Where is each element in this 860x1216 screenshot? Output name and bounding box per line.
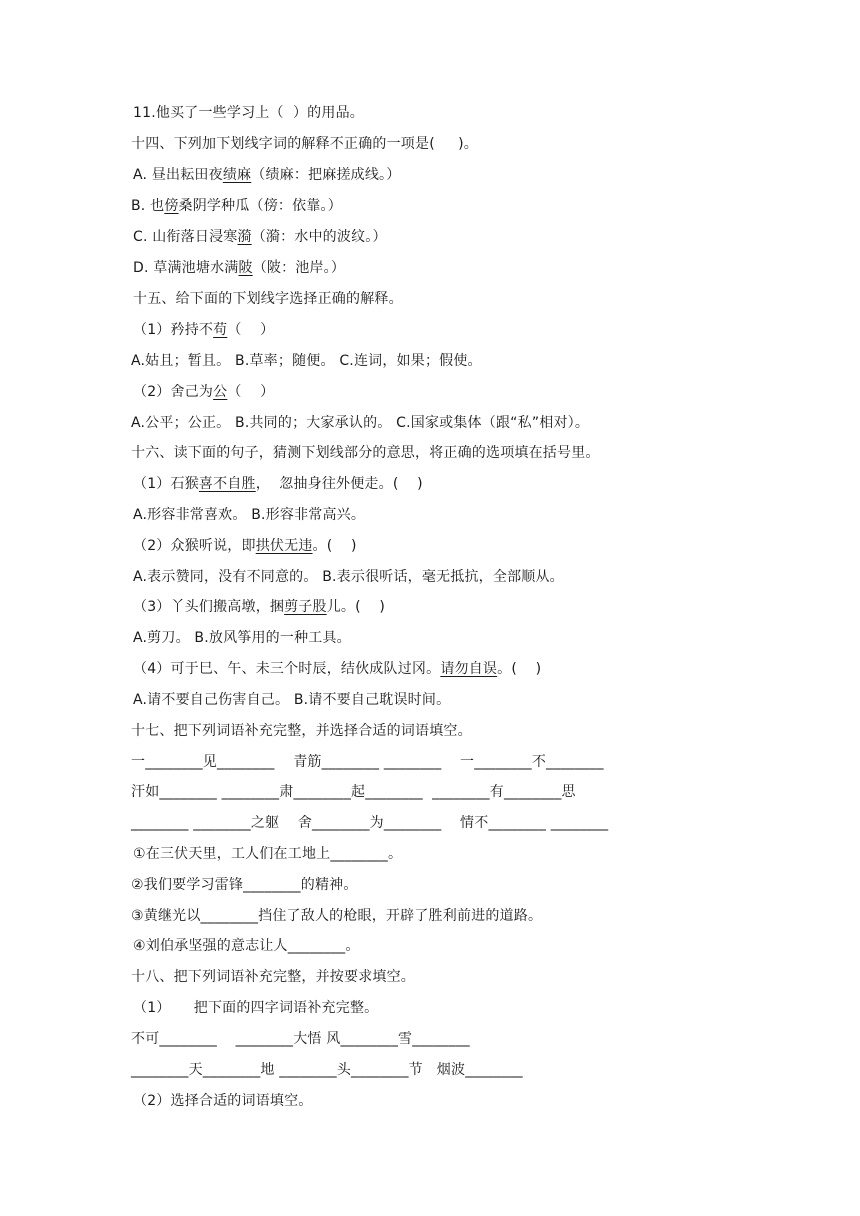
option-b: B. 也傍桑阴学种瓜（傍：依靠。） bbox=[131, 198, 342, 214]
choices-15-2: A.公平；公正。 B.共同的；大家承认的。 C.国家或集体（跟“私”相对）。 bbox=[131, 415, 590, 431]
choices-16-1: A.形容非常喜欢。 B.形容非常高兴。 bbox=[133, 507, 366, 523]
question-11: 11.他买了一些学习上（ ）的用品。 bbox=[133, 105, 364, 121]
underlined-phrase: 请勿自误 bbox=[440, 661, 498, 677]
underlined-phrase: 喜不自胜 bbox=[198, 476, 256, 492]
choices-16-4: A.请不要自己伤害自己。 B.请不要自己耽误时间。 bbox=[133, 692, 451, 708]
section-17-heading: 十七、把下列词语补充完整，并选择合适的词语填空。 bbox=[131, 723, 472, 739]
option-d: D. 草满池塘水满陂（陂：池岸。） bbox=[133, 260, 346, 276]
fill-row-1: 一________见________ 青筋________ ________ 一________不________ bbox=[131, 754, 604, 770]
underlined-word: 公 bbox=[213, 384, 228, 400]
section-14-heading: 十四、下列加下划线字词的解释不正确的一项是( )。 bbox=[131, 136, 478, 152]
fill-row-4: 不可________ ________大悟 风________雪________ bbox=[131, 1031, 470, 1047]
sentence-4: ④刘伯承坚强的意志让人________。 bbox=[133, 938, 360, 954]
choices-16-2: A.表示赞同，没有不同意的。 B.表示很听话，毫无抵抗，全部顺从。 bbox=[133, 569, 564, 585]
item-16-1: （1）石猴喜不自胜， 忽抽身往外便走。( ) bbox=[133, 476, 423, 492]
sentence-3: ③黄继光以________挡住了敌人的枪眼，开辟了胜利前进的道路。 bbox=[131, 908, 543, 924]
option-a: A. 昼出耘田夜绩麻（绩麻：把麻搓成线。） bbox=[133, 167, 401, 183]
section-15-heading: 十五、给下面的下划线字选择正确的解释。 bbox=[133, 291, 403, 307]
item-16-2: （2）众猴听说，即拱伏无违。( ) bbox=[133, 538, 357, 554]
sentence-1: ①在三伏天里，工人们在工地上________。 bbox=[133, 846, 403, 862]
choices-15-1: A.姑且；暂且。 B.草率；随便。 C.连词，如果；假使。 bbox=[131, 353, 482, 369]
fill-row-2: 汗如________ ________肃________起________ ________有________思 bbox=[131, 784, 576, 800]
section-18-heading: 十八、把下列词语补充完整，并按要求填空。 bbox=[131, 969, 415, 985]
sentence-2: ②我们要学习雷锋________的精神。 bbox=[131, 877, 358, 893]
underlined-word: 漪 bbox=[237, 229, 252, 245]
item-18-2: （2）选择合适的词语填空。 bbox=[133, 1093, 313, 1109]
underlined-phrase: 剪子股 bbox=[284, 599, 327, 615]
fill-row-3: ________ ________之躯 舍________为________ 情不________ ________ bbox=[131, 815, 609, 831]
item-16-3: （3）丫头们搬高墩，捆剪子股儿。( ) bbox=[133, 599, 386, 615]
item-15-1: （1）矜持不苟（ ） bbox=[133, 322, 275, 338]
item-18-1: （1） 把下面的四字词语补充完整。 bbox=[133, 1000, 379, 1016]
choices-16-3: A.剪刀。 B.放风筝用的一种工具。 bbox=[133, 630, 351, 646]
fill-row-5: ________天________地 ________头________节 烟波________ bbox=[131, 1062, 523, 1078]
underlined-phrase: 拱伏无违 bbox=[255, 538, 313, 554]
underlined-word: 苟 bbox=[213, 322, 228, 338]
underlined-word: 陂 bbox=[238, 260, 253, 276]
underlined-word: 绩麻 bbox=[222, 167, 252, 183]
option-c: C. 山衔落日浸寒漪（漪：水中的波纹。） bbox=[133, 229, 387, 245]
item-16-4: （4）可于巳、午、未三个时辰，结伙成队过冈。请勿自误。( ) bbox=[133, 661, 542, 677]
underlined-word: 傍 bbox=[164, 198, 179, 214]
section-16-heading: 十六、读下面的句子，猜测下划线部分的意思，将正确的选项填在括号里。 bbox=[131, 445, 600, 461]
item-15-2: （2）舍己为公（ ） bbox=[133, 384, 275, 400]
